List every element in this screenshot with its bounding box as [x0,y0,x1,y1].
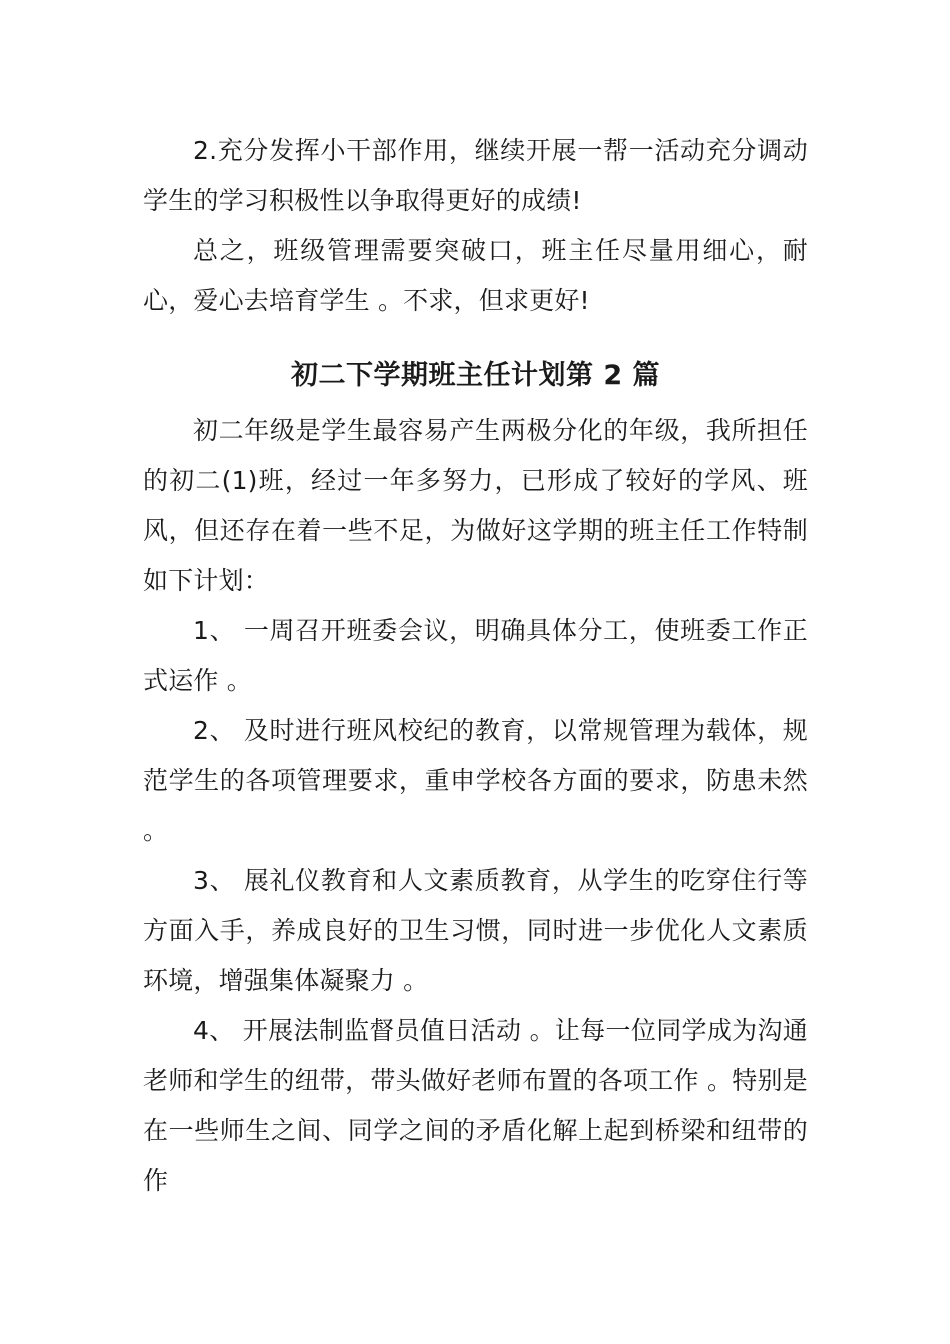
paragraph-intro-1: 2.充分发挥小干部作用，继续开展一帮一活动充分调动学生的学习积极性以争取得更好的成绩! [143,136,808,215]
document-page [143,126,808,1206]
paragraph-opening: 初二年级是学生最容易产生两极分化的年级，我所担任的初二(1)班，经过一年多努力，已形成了较好的学风、班风，但还存在着一些不足，为做好这学期的班主任工作特制 如下计划： [143,416,808,595]
paragraph-item-4: 4、 开展法制监督员值日活动 。让每一位同学成为沟通老师和学生的纽带，带头做好老师布置的各项工作 。特别是在一些师生之间、同学之间的矛盾化解上起到桥梁和纽带的作 [143,1016,808,1195]
paragraph-intro-2: 总之，班级管理需要突破口，班主任尽量用细心，耐心，爱心去培育学生 。不求，但求更好! [143,236,808,315]
paragraph-item-2: 2、 及时进行班风校纪的教育，以常规管理为载体，规范学生的各项管理要求，重申学校各方面的要求，防患未然 。 [143,716,808,845]
section-heading: 初二下学期班主任计划第 2 篇 [290,360,661,391]
paragraph-item-3: 3、 展礼仪教育和人文素质教育，从学生的吃穿住行等方面入手，养成良好的卫生习惯，同时进一步优化人文素质环境，增强集体凝聚力 。 [143,866,808,995]
paragraph-item-1: 1、 一周召开班委会议，明确具体分工，使班委工作正式运作 。 [143,616,808,695]
